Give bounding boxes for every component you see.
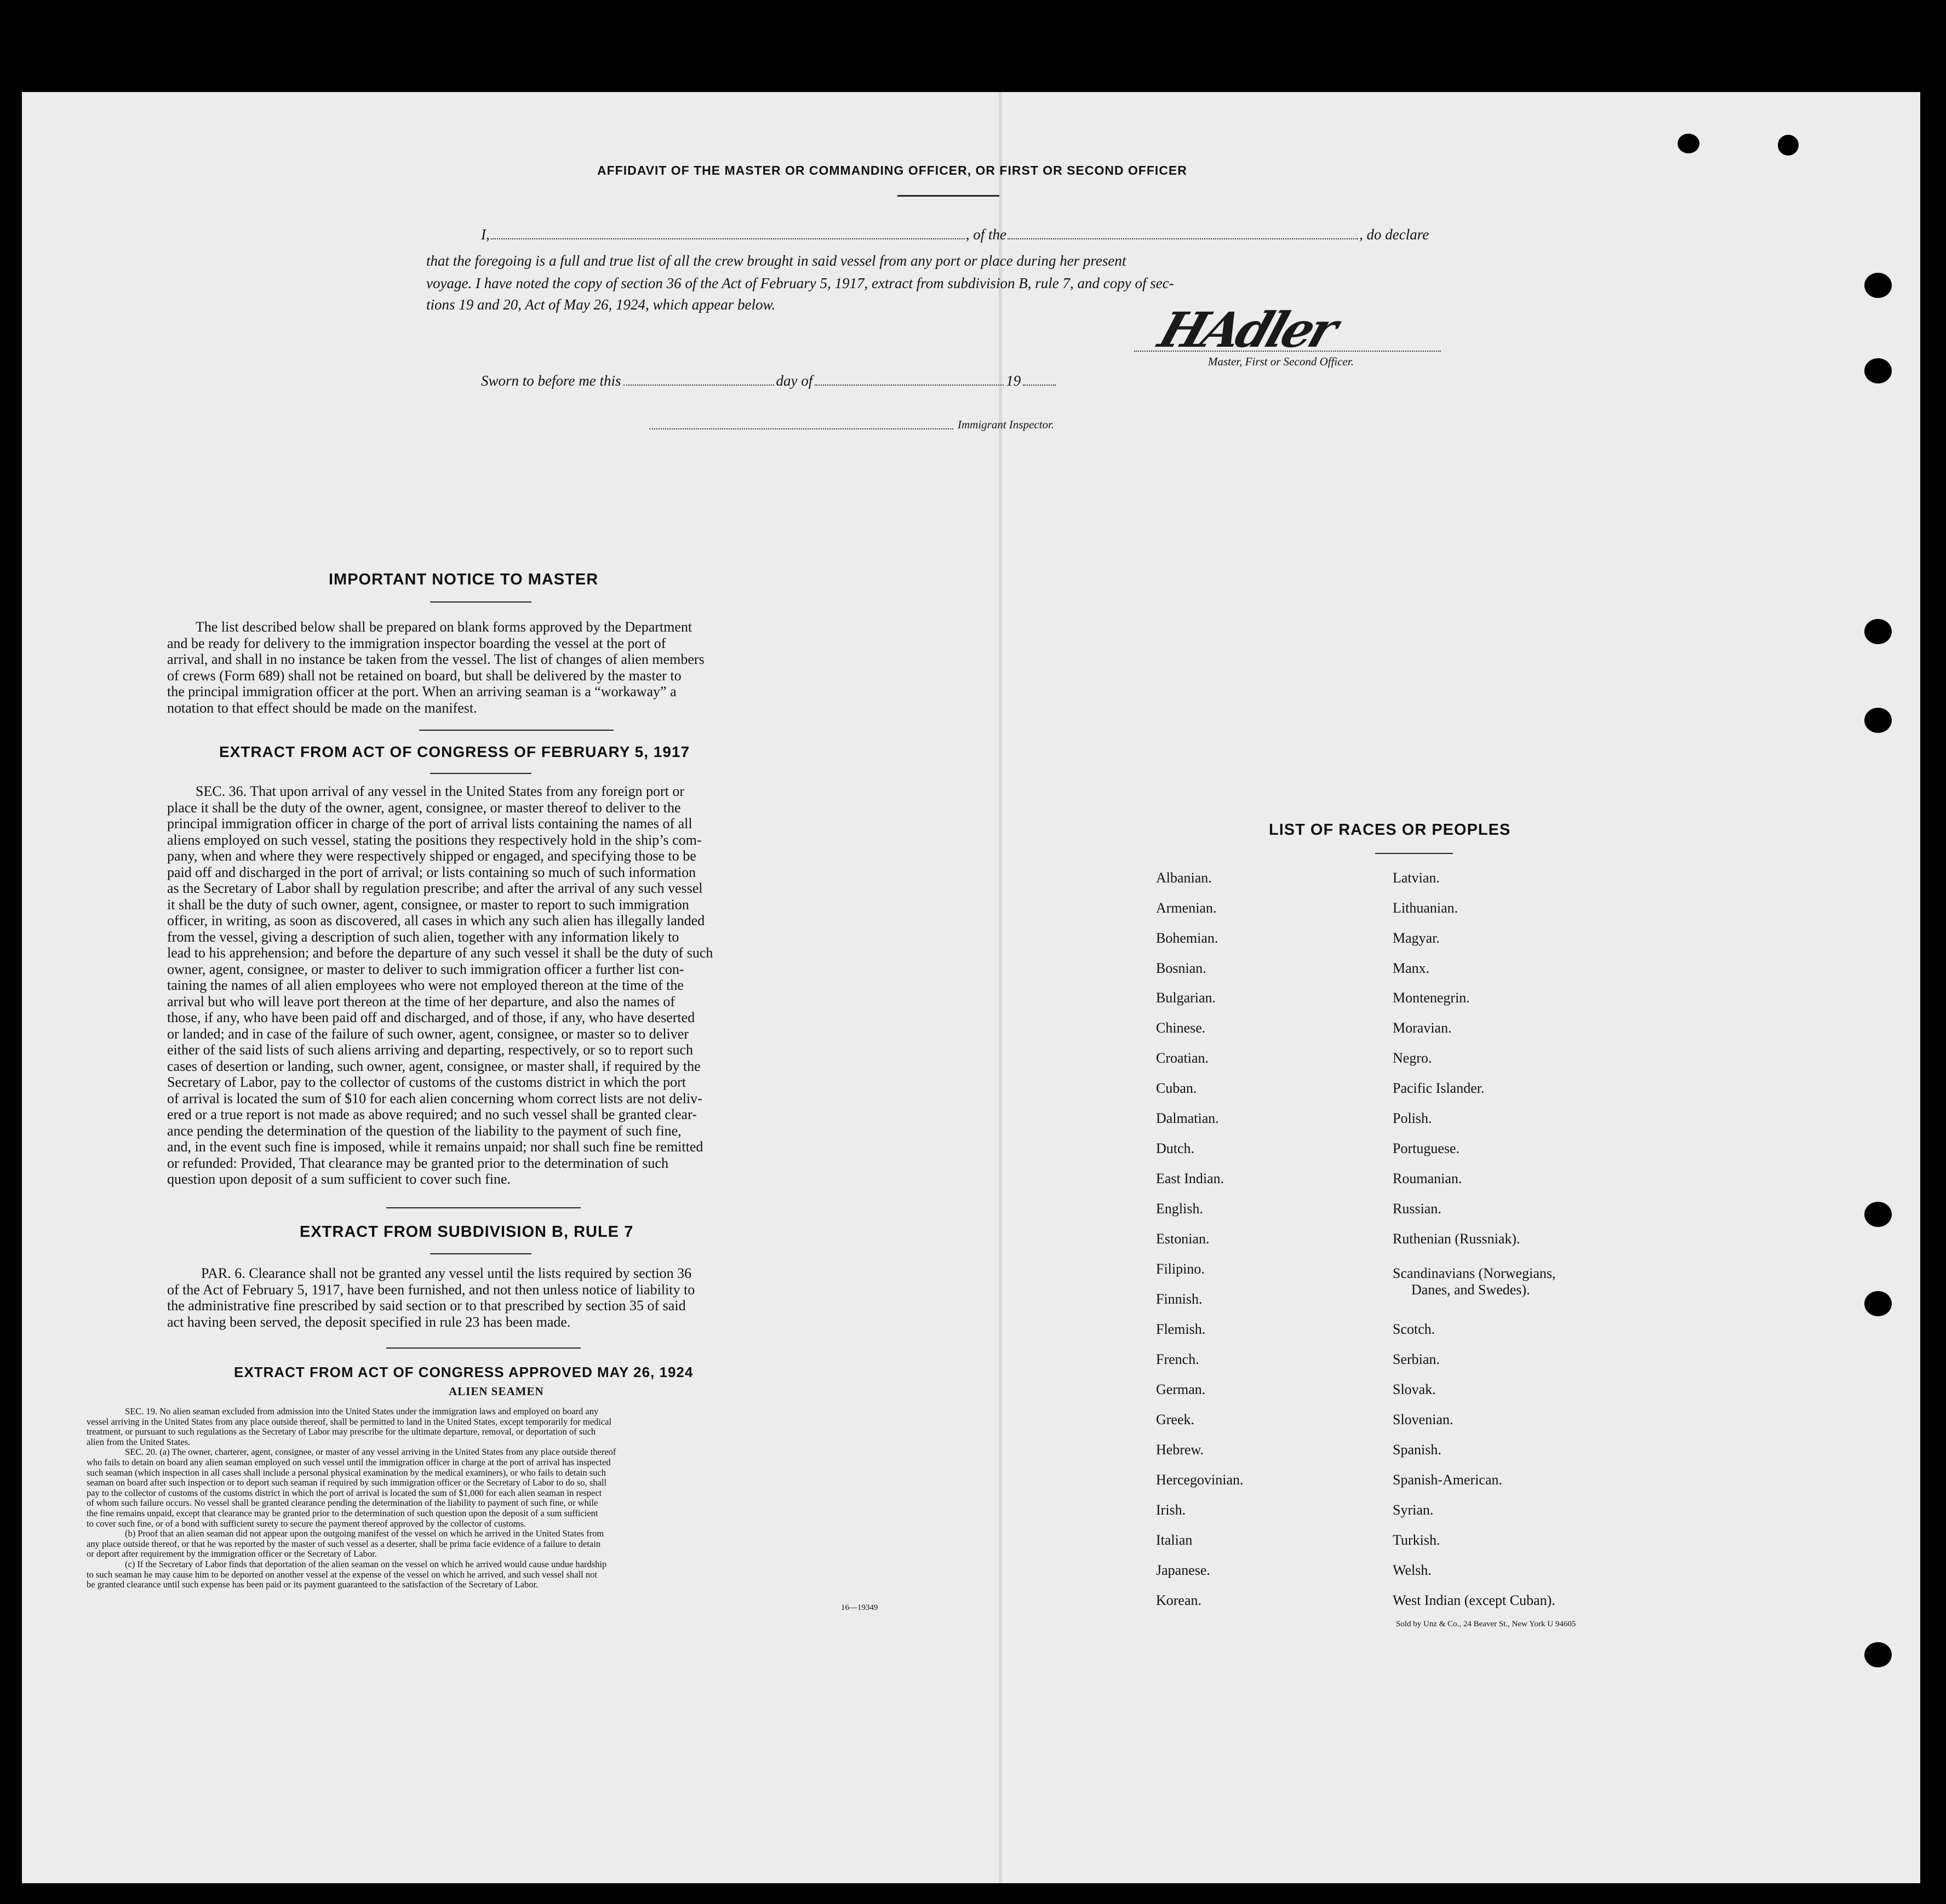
race-item: Dutch. [1156,1140,1195,1156]
extract-1924-title: EXTRACT FROM ACT OF CONGRESS APPROVED MAY 26, 1924 [234,1364,694,1380]
race-item: Albanian. [1156,870,1212,886]
text-line: taining the names of all alien employees who were not employed thereon at the time of the [167,977,684,993]
race-item: Turkish. [1393,1532,1440,1548]
signature: HAdler [1152,301,1342,358]
text-line: and, in the event such fine is imposed, while it remains unpaid; nor shall such fine be remitted [167,1139,703,1155]
extract-1917-title: EXTRACT FROM ACT OF CONGRESS OF FEBRUARY 5, 1917 [219,743,690,760]
text-line: the fine remains unpaid, except that clearance may be granted prior to the determination of such question upon the deposit of a sum sufficient [87,1507,598,1518]
race-item: Spanish-American. [1393,1472,1503,1488]
race-item: Slovak. [1393,1381,1436,1397]
affidavit-i: I, [481,226,490,243]
text-line: owner, agent, consignee, or master to deliver to such immigration officer a further list con- [167,961,684,977]
race-item: Montenegrin. [1393,990,1470,1006]
text-line: those, if any, who have been paid off and discharged, and of those, if any, who have deserted [167,1010,695,1025]
race-item: Cuban. [1156,1080,1197,1096]
race-item: Scotch. [1393,1321,1435,1337]
inspector-label: Immigrant Inspector. [958,418,1055,431]
text-line: principal immigration officer in charge of the port of arrival lists containing the names of all [167,816,692,831]
text-line: seaman on board after such inspection or to deport such seaman if required by such immigration officer or the Secretary of Labor to do so, shall [87,1477,607,1488]
text-line: of arrival is located the sum of $10 for each alien concerning whom correct lists are not deliv- [167,1090,702,1106]
text-line: pany, when and where they were respectively shipped or engaged, and specifying those to be [167,848,696,864]
text-line: of the Act of February 5, 1917, have been furnished, and not then unless notice of liability to [167,1281,695,1298]
text-line: either of the said lists of such aliens arriving and departing, respectively, or so to report such [167,1042,694,1058]
sworn-line [481,372,1056,389]
race-item: Bohemian. [1156,930,1218,946]
race-item: Irish. [1156,1502,1186,1518]
text-line: lead to his apprehension; and before the departure of any such vessel it shall be the duty of such [167,945,713,961]
text-line: PAR. 6. Clearance shall not be granted any vessel until the lists required by section 36 [201,1265,692,1281]
divider [430,601,531,603]
text-line: SEC. 20. (a) The owner, charterer, agent, consignee, or master of any vessel arriving in the United States from any place outside thereof [125,1447,616,1458]
affidavit-line2: that the foregoing is a full and true list of all the crew brought in said vessel from any port or place during her present [426,253,1126,269]
race-item: East Indian. [1156,1171,1224,1186]
divider [430,773,531,774]
race-item: Armenian. [1156,900,1217,916]
inspector-line[interactable] [649,428,953,429]
text-line: SEC. 19. No alien seaman excluded from admission into the United States under the immigration laws and employed on board any [125,1406,599,1416]
text-line: or deport after requirement by the immigration officer or the Secretary of Labor. [87,1549,377,1559]
punch-hole [1864,358,1892,383]
text-line: ance pending the determination of the question of the liability to the payment of such fine, [167,1122,682,1139]
text-line: arrival but who will leave port thereon at the time of her departure, and also the names of [167,993,675,1010]
punch-hole [1778,135,1799,156]
text-line: (b) Proof that an alien seaman did not appear upon the outgoing manifest of the vessel on which he arrived in the United States from [125,1528,604,1539]
race-item: Korean. [1156,1592,1202,1608]
affidavit-line3: voyage. I have noted the copy of section 36 of the Act of February 5, 1917, extract from subdivision B, rule 7, and copy of sec- [426,275,1174,291]
race-item: Serbian. [1393,1351,1440,1367]
year-text: 19 [1006,372,1021,389]
signature-line [1134,351,1441,352]
text-line: the administrative fine prescribed by said section or to that prescribed by section 35 of said [167,1298,686,1314]
text-line: be granted clearance until such expense has been paid or its payment guaranteed to the satisfaction of the Secretary of Labor. [87,1579,539,1590]
text-line: any place outside thereof, or that he was reported by the master of such vessel as a deserter, shall be prima facie evidence of a failure to detain [87,1538,601,1549]
printer-credit: Sold by Unz & Co., 24 Beaver St., New York U 94605 [1396,1620,1576,1628]
race-item: Chinese. [1156,1020,1206,1036]
notice-line: arrival, and shall in no instance be taken from the vessel. The list of changes of alien members [167,651,705,667]
race-item: Hebrew. [1156,1442,1204,1458]
race-item: Bosnian. [1156,960,1206,976]
race-item: Magyar. [1393,930,1440,946]
race-item: Japanese. [1156,1562,1210,1578]
signature-caption: Master, First or Second Officer. [1208,355,1354,368]
year-field[interactable] [1023,385,1056,386]
text-line: or landed; and in case of the failure of such owner, agent, consignee, or master so to deliver [167,1025,689,1042]
divider [419,730,614,731]
affidavit-line1 [481,226,1429,243]
race-item: Lithuanian. [1393,900,1458,916]
race-item: Italian [1156,1532,1193,1548]
race-item: Estonian. [1156,1231,1210,1247]
race-item: Portuguese. [1393,1140,1460,1156]
affidavit-title: AFFIDAVIT OF THE MASTER OR COMMANDING OFFICER, OR FIRST OR SECOND OFFICER [597,163,1187,177]
race-item: Greek. [1156,1412,1195,1427]
notice-line: the principal immigration officer at the port. When an arriving seaman is a “workaway” a [167,684,677,699]
text-line: to cover such fine, or of a bond with sufficient surety to secure the payment thereof approved by the collector of customs. [87,1518,526,1529]
punch-hole [1864,1202,1892,1227]
notice-line: of crews (Form 689) shall not be retained on board, but shall be delivered by the master to [167,667,682,684]
notice-text [167,619,796,716]
race-item: Syrian. [1393,1502,1434,1518]
text-line: ered or a true report is not made as above required; and no such vessel shall be granted clear- [167,1106,697,1122]
punch-hole [1864,1291,1892,1316]
text-line: from the vessel, giving a description of such alien, together with any information likely to [167,928,679,945]
text-line: treatment, or pursuant to such regulations as the Secretary of Labor may prescribe for the ultimate departure, removal, or deportation of such [87,1426,596,1437]
divider [897,195,999,197]
text-line: place it shall be the duty of the owner, agent, consignee, or master thereof to deliver to the [167,799,681,816]
text-line: question upon deposit of a sum sufficient to cover such fine. [167,1171,511,1187]
alien-seamen-subtitle: ALIEN SEAMEN [449,1385,544,1398]
vessel-field[interactable] [1008,238,1358,239]
notice-line: notation to that effect should be made on the manifest. [167,699,477,716]
text-line: vessel arriving in the United States from any place outside thereof, shall be permitted to land in the United States, except temporarily for medical [87,1416,612,1427]
text-line: act having been served, the deposit specified in rule 23 has been made. [167,1314,571,1330]
race-item: Negro. [1393,1050,1432,1066]
punch-hole [1864,273,1892,298]
divider [386,1347,581,1349]
notice-title: IMPORTANT NOTICE TO MASTER [329,571,599,588]
races-title: LIST OF RACES OR PEOPLES [1269,821,1511,839]
day-of-text: day of [776,372,813,389]
race-item: Bulgarian. [1156,990,1216,1006]
divider [1375,853,1453,854]
race-item: Croatian. [1156,1050,1209,1066]
text-line: (c) If the Secretary of Labor finds that deportation of the alien seaman on the vessel on which he arrived would cause undue hardship [125,1558,607,1569]
divider [430,1253,531,1254]
punch-hole [1864,1642,1892,1667]
punch-hole [1678,134,1699,153]
race-item: Roumanian. [1393,1171,1462,1186]
text-line: it shall be the duty of such owner, agent, consignee, or master to report to such immigration [167,896,689,913]
text-line: to such seaman he may cause him to be deported on another vessel at the expense of the vessel on which he arrived, and such vessel shall not [87,1569,597,1580]
race-item: Pacific Islander. [1393,1080,1485,1096]
text-line: officer, in writing, as soon as discovered, all cases in which any such alien has illegally landed [167,913,705,928]
race-item: Filipino. [1156,1261,1205,1277]
page-fold [999,92,1002,1883]
divider [386,1207,581,1208]
affidavit-declare: , do declare [1359,226,1429,243]
text-line: such seaman (which inspection in all cases shall include a personal physical examination by the medical examiners), or who fails to detain such [87,1467,606,1478]
text-line: alien from the United States. [87,1436,191,1447]
day-field[interactable] [623,385,774,386]
race-item: West Indian (except Cuban). [1393,1592,1555,1608]
extract-1924-text [87,1407,886,1590]
affidavit-line4: tions 19 and 20, Act of May 26, 1924, which appear below. [426,296,776,313]
notice-line: and be ready for delivery to the immigration inspector boarding the vessel at the port of [167,635,666,651]
race-item: Ruthenian (Russniak). [1393,1231,1520,1247]
text-line: as the Secretary of Labor shall by regulation prescribe; and after the arrival of any such vessel [167,880,703,896]
text-line: aliens employed on such vessel, stating the positions they respectively hold in the ship’s com- [167,831,702,848]
rule7-text [167,1265,796,1330]
race-item-continued: Danes, and Swedes). [1411,1282,1530,1298]
sworn-text: Sworn to before me this [481,372,621,389]
name-field[interactable] [491,238,965,239]
race-item: German. [1156,1381,1206,1397]
form-number: 16—19349 [841,1603,878,1612]
race-item: Manx. [1393,960,1430,976]
race-item: Latvian. [1393,870,1440,886]
text-line: who fails to detain on board any alien seaman employed on such vessel until the immigration officer in charge at the port of arrival has inspected [87,1456,611,1467]
race-item: Flemish. [1156,1321,1206,1337]
text-line: pay to the collector of customs of the customs district in which the port of arrival is located the sum of $1,000 for each alien seaman in respect [87,1487,602,1498]
text-line: SEC. 36. That upon arrival of any vessel in the United States from any foreign port or [196,783,684,799]
punch-hole [1864,619,1892,644]
race-item: Polish. [1393,1110,1432,1126]
race-item: Welsh. [1393,1562,1432,1578]
month-field[interactable] [815,385,1004,386]
punch-hole [1864,708,1892,733]
affidavit-of-the: , of the [965,226,1006,243]
text-line: of whom such failure occurs. No vessel shall be granted clearance pending the determination of the liability to payment of such fine, or while [87,1498,598,1509]
race-item: Spanish. [1393,1442,1441,1458]
race-item: Dalmatian. [1156,1110,1219,1126]
race-item: Finnish. [1156,1291,1203,1307]
race-item: Slovenian. [1393,1412,1453,1427]
race-item: Scandinavians (Norwegians, [1393,1265,1556,1281]
notice-line: The list described below shall be prepared on blank forms approved by the Department [196,619,692,635]
race-item: French. [1156,1351,1199,1367]
race-item: Hercegovinian. [1156,1472,1244,1488]
text-line: paid off and discharged in the port of arrival; or lists containing so much of such information [167,864,696,880]
race-item: Moravian. [1393,1020,1452,1036]
rule7-title: EXTRACT FROM SUBDIVISION B, RULE 7 [300,1223,634,1241]
race-item: Russian. [1393,1201,1441,1217]
text-line: or refunded: Provided, That clearance may be granted prior to the determination of such [167,1155,668,1171]
text-line: cases of desertion or landing, such owner, agent, consignee, or master shall, if required by the [167,1058,701,1074]
race-item: English. [1156,1201,1203,1217]
extract-1917-text [167,783,796,1188]
text-line: Secretary of Labor, pay to the collector of customs of the customs district in which the port [167,1074,686,1090]
